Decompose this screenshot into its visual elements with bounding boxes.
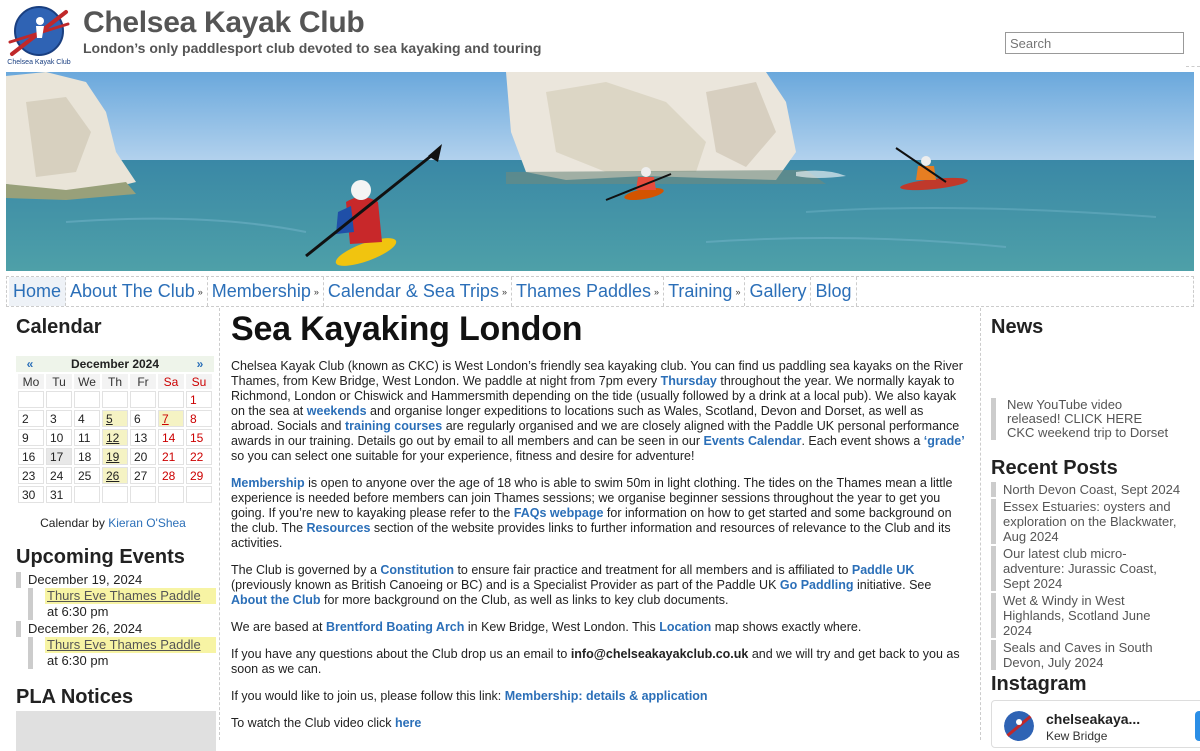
calendar-day: 1 xyxy=(186,391,212,408)
text: is open to anyone over the age of 18 who is able to swim 50m in light clothing. The tides on the Thames mean a little experience is needed before members can join Thames sessions; we organise beginner sessions throughout the year to get you going. If you’re new to kayaking please refer to the xyxy=(231,476,953,520)
nav-membership[interactable] xyxy=(208,277,324,306)
event-date: December 26, 2024 xyxy=(16,621,216,637)
video-paragraph xyxy=(231,716,969,731)
text: Chelsea Kayak Club (known as CKC) is West London’s friendly sea kayaking club. You can find us paddling sea kayaks on the River Thames, from Kew Bridge, West London. We paddle at night from 7pm every xyxy=(231,359,963,388)
calendar-day: 9 xyxy=(18,429,44,446)
calendar-month: December 2024 xyxy=(70,357,160,371)
calendar-empty-cell xyxy=(130,486,156,503)
text: to ensure fair practice and treatment for all members and is affiliated to xyxy=(453,563,852,577)
calendar-day: 4 xyxy=(74,410,100,427)
text: (previously known as British Canoeing or BC) and is a Specialist Provider as part of the Paddle UK xyxy=(231,578,780,592)
calendar-day: 20 xyxy=(130,448,156,465)
membership-paragraph xyxy=(231,476,969,551)
nav-label: About The Club xyxy=(70,281,195,301)
calendar-day: 17 xyxy=(46,448,72,465)
join-paragraph xyxy=(231,689,969,704)
recent-post-link[interactable]: Seals and Caves in South Devon, July 2024 xyxy=(991,640,1181,670)
text: If you would like to join us, please follow this link: xyxy=(231,689,505,703)
instagram-profile-card[interactable] xyxy=(991,700,1200,748)
nav-calendar-sea-trips[interactable] xyxy=(324,277,512,306)
calendar-widget xyxy=(16,356,214,505)
nav-label: Gallery xyxy=(749,281,807,301)
text: for information on how to get started and some background on the club. The xyxy=(231,506,952,535)
recent-post-link[interactable]: Essex Estuaries: oysters and exploration on the Blackwater, Aug 2024 xyxy=(991,499,1181,544)
paddle-uk-link[interactable]: Paddle UK xyxy=(851,563,915,577)
nav-label: Blog xyxy=(815,281,852,301)
calendar-day: 3 xyxy=(46,410,72,427)
text: for more background on the Club, as well as links to key club documents. xyxy=(320,593,729,607)
header-divider xyxy=(1186,66,1200,67)
text: To watch the Club video click xyxy=(231,716,395,730)
location-link[interactable]: Location xyxy=(659,620,712,634)
calendar-day: 22 xyxy=(186,448,212,465)
recent-post-link[interactable]: Our latest club micro-adventure: Jurassic Coast, Sept 2024 xyxy=(991,546,1181,591)
calendar-day: 21 xyxy=(158,448,184,465)
text: are regularly organised and we are closely aligned with the Paddle UK personal performance awards in our training. Details go out by email to all members and can be seen in our xyxy=(231,419,960,448)
news-item[interactable]: CKC weekend trip to Dorset xyxy=(1007,425,1169,440)
contact-paragraph xyxy=(231,647,969,677)
calendar-day[interactable]: 5 xyxy=(102,410,128,427)
weekday-header: Th xyxy=(102,374,128,389)
calendar-title: Calendar xyxy=(16,316,102,338)
credit-link[interactable]: Kieran O'Shea xyxy=(108,516,186,530)
calendar-empty-cell xyxy=(46,391,72,408)
calendar-day: 2 xyxy=(18,410,44,427)
text: The Club is governed by a xyxy=(231,563,381,577)
calendar-empty-cell xyxy=(130,391,156,408)
calendar-empty-cell xyxy=(158,486,184,503)
text: so you can select one suitable for your experience, fitness and desire for adventure! xyxy=(231,449,695,463)
text: If you have any questions about the Club drop us an email to xyxy=(231,647,571,661)
nav-gallery[interactable] xyxy=(745,277,811,306)
page-title: Sea Kayaking London xyxy=(231,310,583,348)
instagram-name: chelseakaya... xyxy=(1046,711,1141,727)
event-item xyxy=(16,572,216,620)
calendar-empty-cell xyxy=(74,391,100,408)
calendar-day: 28 xyxy=(158,467,184,484)
calendar-day: 8 xyxy=(186,410,212,427)
chevron-down-icon: » xyxy=(197,286,203,297)
nav-home[interactable] xyxy=(9,277,66,306)
instagram-location: Kew Bridge xyxy=(1046,729,1108,743)
resources-link[interactable]: Resources xyxy=(306,521,371,535)
membership-application-link[interactable]: Membership: details & application xyxy=(504,689,708,703)
thursday-link[interactable]: Thursday xyxy=(660,374,717,388)
main-content xyxy=(221,308,979,740)
event-item xyxy=(16,621,216,669)
nav-label: Training xyxy=(668,281,733,301)
calendar-day: 6 xyxy=(130,410,156,427)
site-tagline: London’s only paddlesport club devoted to sea kayaking and touring xyxy=(83,40,542,56)
weekday-header: Fr xyxy=(130,374,156,389)
recent-post-link[interactable]: North Devon Coast, Sept 2024 xyxy=(991,482,1181,497)
calendar-day: 13 xyxy=(130,429,156,446)
governance-paragraph xyxy=(231,563,969,608)
text: section of the website provides links to further information and resources of relevance to the Club and its activities. xyxy=(231,521,951,550)
calendar-empty-cell xyxy=(102,486,128,503)
recent-post-link[interactable]: Wet & Windy in West Highlands, Scotland June 2024 xyxy=(991,593,1181,638)
weekday-header: Tu xyxy=(46,374,72,389)
news-item[interactable]: New YouTube video released! CLICK HERE xyxy=(1007,398,1143,426)
calendar-day: 10 xyxy=(46,429,72,446)
constitution-link[interactable]: Constitution xyxy=(380,563,454,577)
text: and organise longer expeditions to locations such as Wales, Scotland, Devon and Dorset, as well as abroad. Socials and xyxy=(231,404,924,433)
event-link[interactable]: Thurs Eve Thames Paddle xyxy=(45,637,216,653)
calendar-day[interactable]: 19 xyxy=(102,448,128,465)
calendar-day: 18 xyxy=(74,448,100,465)
weekends-link[interactable]: weekends xyxy=(306,404,367,418)
calendar-day: 27 xyxy=(130,467,156,484)
nav-about-the-club[interactable] xyxy=(66,277,208,306)
calendar-day: 25 xyxy=(74,467,100,484)
text: map shows exactly where. xyxy=(711,620,862,634)
logo-text: Chelsea Kayak Club xyxy=(7,59,71,66)
event-details xyxy=(28,637,216,669)
right-sidebar xyxy=(980,308,1200,743)
chevron-down-icon: » xyxy=(735,286,741,297)
event-link[interactable]: Thurs Eve Thames Paddle xyxy=(45,588,216,604)
nav-thames-paddles[interactable] xyxy=(512,277,664,306)
search-input[interactable] xyxy=(1005,32,1184,54)
weekday-header: Mo xyxy=(18,374,44,389)
event-time: at 6:30 pm xyxy=(47,653,109,668)
calendar-empty-cell xyxy=(158,391,184,408)
nav-label: Calendar & Sea Trips xyxy=(327,281,499,301)
left-sidebar xyxy=(6,308,220,740)
site-title[interactable]: Chelsea Kayak Club xyxy=(83,6,365,39)
instagram-avatar xyxy=(1004,711,1034,741)
intro-paragraph xyxy=(231,359,969,464)
text: in Kew Bridge, West London. This xyxy=(464,620,660,634)
calendar-day: 30 xyxy=(18,486,44,503)
text: initiative. See xyxy=(853,578,932,592)
calendar-grid xyxy=(16,372,214,505)
event-time: at 6:30 pm xyxy=(47,604,109,619)
weekday-header: We xyxy=(74,374,100,389)
calendar-credit xyxy=(6,516,220,530)
text: throughout the year. We normally kayak to Richmond, London or Chiswick and Hammersmith depending on the tide (usually followed by a drink at a local pub). We also kayak on the sea at xyxy=(231,374,957,418)
calendar-day[interactable]: 7 xyxy=(158,410,184,427)
nav-label: Thames Paddles xyxy=(515,281,652,301)
event-date: December 19, 2024 xyxy=(16,572,216,588)
calendar-empty-cell xyxy=(102,391,128,408)
nav-blog[interactable] xyxy=(811,277,856,306)
chevron-down-icon: » xyxy=(501,286,507,297)
calendar-empty-cell xyxy=(74,486,100,503)
pla-notices-box xyxy=(16,711,216,751)
site-header xyxy=(0,0,1200,68)
hero-banner-image xyxy=(6,72,1194,271)
location-paragraph xyxy=(231,620,969,635)
upcoming-events-title: Upcoming Events xyxy=(16,546,185,568)
calendar-day: 23 xyxy=(18,467,44,484)
video-link[interactable]: here xyxy=(394,716,422,730)
news-ticker xyxy=(991,398,1177,440)
membership-link[interactable]: Membership xyxy=(231,476,305,490)
calendar-empty-cell xyxy=(18,391,44,408)
club-logo[interactable] xyxy=(6,4,72,66)
calendar-prev-button[interactable]: « xyxy=(26,357,34,371)
go-paddling-link[interactable]: Go Paddling xyxy=(779,578,854,592)
about-the-club-link[interactable]: About the Club xyxy=(231,593,321,607)
pla-notices-title: PLA Notices xyxy=(16,686,134,708)
calendar-header xyxy=(16,356,214,372)
main-navigation xyxy=(6,276,1194,307)
nav-label: Home xyxy=(13,281,62,301)
text: . Each event shows a xyxy=(801,434,924,448)
calendar-day: 15 xyxy=(186,429,212,446)
calendar-day: 29 xyxy=(186,467,212,484)
calendar-day: 31 xyxy=(46,486,72,503)
weekday-header: Sa xyxy=(158,374,184,389)
calendar-day[interactable]: 12 xyxy=(102,429,128,446)
event-details xyxy=(28,588,216,620)
calendar-day[interactable]: 26 xyxy=(102,467,128,484)
news-title: News xyxy=(991,316,1044,338)
calendar-day: 14 xyxy=(158,429,184,446)
events-calendar-link[interactable]: Events Calendar xyxy=(703,434,802,448)
text: We are based at xyxy=(231,620,326,634)
chevron-down-icon: » xyxy=(654,286,660,297)
instagram-follow-button[interactable] xyxy=(1195,711,1200,741)
calendar-next-button[interactable]: » xyxy=(196,357,204,371)
training-courses-link[interactable]: training courses xyxy=(344,419,443,433)
recent-posts-title: Recent Posts xyxy=(991,457,1118,479)
chevron-down-icon: » xyxy=(313,286,319,297)
nav-label: Membership xyxy=(211,281,311,301)
contact-email[interactable]: info@chelseakayakclub.co.uk xyxy=(570,647,749,661)
calendar-day: 11 xyxy=(74,429,100,446)
boating-arch-link[interactable]: Brentford Boating Arch xyxy=(325,620,465,634)
nav-training[interactable] xyxy=(664,277,745,306)
text: and we will try and get back to you as soon as we can. xyxy=(231,647,960,676)
instagram-title: Instagram xyxy=(991,673,1087,695)
grade-link[interactable]: ‘grade’ xyxy=(923,434,965,448)
calendar-day: 16 xyxy=(18,448,44,465)
calendar-empty-cell xyxy=(186,486,212,503)
calendar-day: 24 xyxy=(46,467,72,484)
credit-prefix: Calendar by xyxy=(40,516,105,530)
weekday-header: Su xyxy=(186,374,212,389)
recent-posts-list xyxy=(991,482,1181,672)
faqs-link[interactable]: FAQs webpage xyxy=(513,506,604,520)
